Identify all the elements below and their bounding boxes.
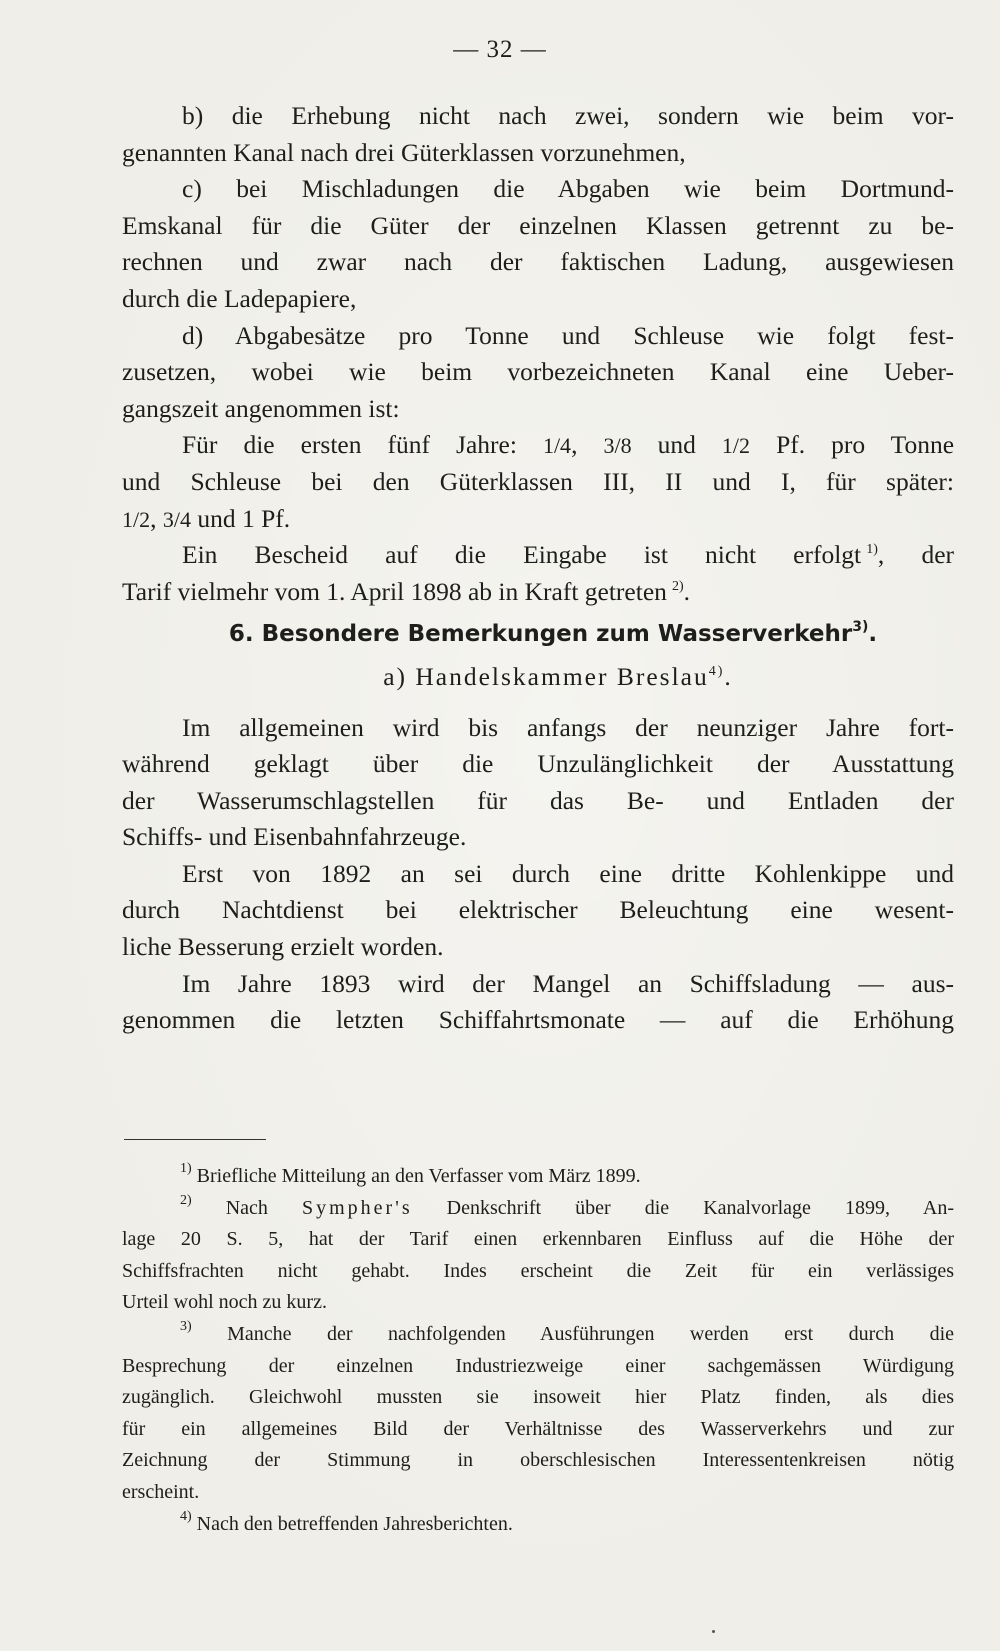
text-line: Im allgemeinen wird bis anfangs der neunziger Jahre fort- bbox=[182, 712, 954, 742]
footnote-text: Nach bbox=[225, 1196, 268, 1219]
text-line: Für die ersten fünf Jahre: 1/4, 3/8 und 1/2 Pf. pro Tonne bbox=[182, 430, 955, 460]
footnote-2 bbox=[122, 1193, 954, 1225]
text-line: d) Abgabesätze pro Tonne und Schleuse wie folgt fest- bbox=[182, 320, 954, 350]
footnote-text: Briefliche Mitteilung an den Verfasser vom März 1899. bbox=[196, 1165, 641, 1187]
footnote-line: Zeichnung der Stimmung in oberschlesischen Interessentenkreisen nötig bbox=[122, 1449, 954, 1472]
footnote-4 bbox=[122, 1509, 954, 1541]
text-line bbox=[122, 574, 954, 611]
paper-speck bbox=[712, 1630, 715, 1633]
footnote-divider bbox=[124, 1139, 266, 1140]
text-line: durch Nachtdienst bei elektrischer Beleuchtung eine wesent- bbox=[122, 895, 954, 925]
text-line: während geklagt über die Unzulänglichkeit der Ausstattung bbox=[122, 749, 954, 779]
footnote-ref[interactable]: 3) bbox=[852, 619, 869, 636]
text-line: rechnen und zwar nach der faktischen Ladung, ausgewiesen bbox=[122, 247, 954, 277]
section-heading bbox=[122, 616, 954, 653]
text-line bbox=[122, 537, 954, 574]
footnote-ref[interactable]: 2) bbox=[672, 578, 684, 594]
text-line: zusetzen, wobei wie beim vorbezeichneten Kanal eine Ueber- bbox=[122, 357, 954, 387]
fraction: 1/4 bbox=[542, 433, 572, 459]
heading-text: a) Handelskammer Breslau bbox=[383, 661, 709, 691]
text-line: 1/2, 3/4 und 1 Pf. bbox=[122, 503, 291, 533]
text-line: Erst von 1892 an sei durch eine dritte Kohlenkippe und bbox=[182, 858, 954, 888]
text-segment: Pf. pro Tonne bbox=[776, 430, 955, 460]
text-line: c) bei Mischladungen die Abgaben wie beim Dortmund- bbox=[182, 174, 954, 204]
punctuation: . bbox=[724, 661, 733, 691]
text-segment: und 1 Pf. bbox=[197, 503, 291, 533]
footnote-mark: 1) bbox=[180, 1161, 192, 1176]
footnote-line: Schiffsfrachten nicht gehabt. Indes erscheint die Zeit für ein verlässiges bbox=[122, 1259, 954, 1282]
footnote-3 bbox=[122, 1319, 954, 1351]
text-line: b) die Erhebung nicht nach zwei, sondern wie beim vor- bbox=[182, 101, 954, 130]
footnote-text: Manche der nachfolgenden Ausführungen werden erst durch die bbox=[227, 1322, 954, 1345]
footnote-mark: 3) bbox=[180, 1318, 192, 1334]
fraction: 1/2 bbox=[122, 506, 151, 532]
footnote-line: zugänglich. Gleichwohl mussten sie insoweit hier Platz finden, als dies bbox=[122, 1386, 954, 1409]
text-segment: Tarif vielmehr vom 1. April 1898 ab in Kraft getreten bbox=[122, 576, 667, 606]
punctuation: . bbox=[868, 621, 878, 648]
text-line: gangszeit angenommen ist: bbox=[122, 393, 400, 423]
footnote-ref[interactable]: 1) bbox=[866, 542, 878, 558]
page-number: — 32 — bbox=[453, 36, 547, 63]
footnotes bbox=[122, 1161, 954, 1540]
footnote-mark: 4) bbox=[180, 1508, 192, 1524]
text-line: durch die Ladepapiere, bbox=[122, 283, 357, 313]
subsection-heading bbox=[122, 659, 954, 696]
text-line: Im Jahre 1893 wird der Mangel an Schiffsladung — aus- bbox=[182, 968, 954, 998]
text-line: Schiffs- und Eisenbahnfahrzeuge. bbox=[122, 822, 467, 852]
text-line: genommen die letzten Schiffahrtsmonate — auf die Erhöhung bbox=[122, 1005, 954, 1035]
text-line: liche Besserung erzielt worden. bbox=[122, 932, 444, 962]
footnote-mark: 2) bbox=[180, 1192, 192, 1208]
text-segment: Ein Bescheid auf die Eingabe ist nicht erfolgt bbox=[182, 540, 862, 570]
text-segment: Für die ersten fünf Jahre: bbox=[182, 430, 517, 460]
main-text bbox=[122, 98, 954, 1039]
footnote-ref[interactable]: 4) bbox=[708, 663, 725, 679]
footnote-line: für ein allgemeines Bild der Verhältnisse des Wasserverkehrs und zur bbox=[122, 1417, 954, 1440]
heading-text: 6. Besondere Bemerkungen zum Wasserverkehr bbox=[228, 621, 853, 648]
footnote-line: lage 20 S. 5, hat der Tarif einen erkennbaren Einfluss auf die Höhe der bbox=[122, 1228, 954, 1251]
text-segment: und bbox=[657, 430, 696, 460]
text-line: der Wasserumschlagstellen für das Be- und Entladen der bbox=[122, 785, 954, 815]
footnote-line: Besprechung der einzelnen Industriezweige einer sachgemässen Würdigung bbox=[122, 1354, 954, 1377]
footnote-line: erscheint. bbox=[122, 1480, 200, 1503]
text-segment: der bbox=[921, 540, 954, 570]
fraction: 3/4 bbox=[162, 506, 191, 532]
footnote-text: Denkschrift über die Kanalvorlage 1899, An- bbox=[446, 1196, 955, 1219]
author-name: Sympher's bbox=[302, 1196, 413, 1219]
footnote-line: Urteil wohl noch zu kurz. bbox=[122, 1291, 327, 1314]
text-line: genannten Kanal nach drei Güterklassen vorzunehmen, bbox=[122, 137, 686, 167]
fraction: 1/2 bbox=[721, 433, 751, 459]
punctuation: . bbox=[683, 576, 691, 606]
text-line: Emskanal für die Güter der einzelnen Klassen getrennt zu be- bbox=[122, 210, 954, 240]
text-line: und Schleuse bei den Güterklassen III, II und I, für später: bbox=[122, 466, 954, 496]
footnote-text: Nach den betreffenden Jahresberichten. bbox=[196, 1512, 513, 1535]
punctuation: , bbox=[877, 540, 885, 570]
footnote-1 bbox=[122, 1161, 954, 1193]
fraction: 3/8 bbox=[603, 433, 632, 459]
